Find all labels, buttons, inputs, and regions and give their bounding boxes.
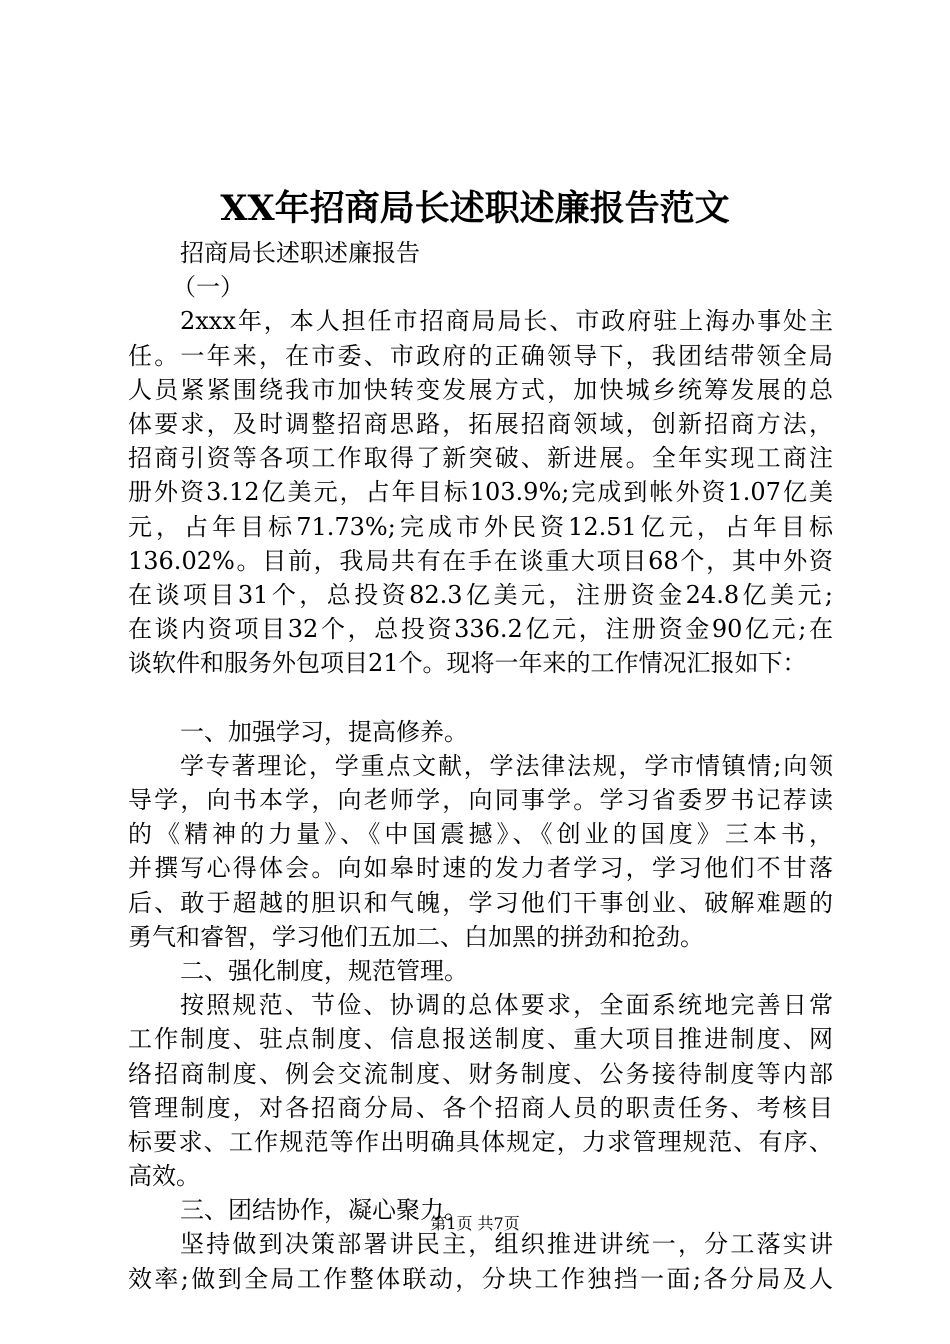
paragraph-line: 在谈项目31个，总投资82.3亿美元，注册资金24.8亿美元; [128, 580, 833, 609]
paragraph-line: 高效。 [128, 1162, 200, 1191]
subtitle-line: 招商局长述职述廉报告 [180, 239, 420, 267]
section-heading: 一、加强学习，提高修养。 [180, 717, 468, 746]
paragraph-line: 标要求、工作规范等作出明确具体规定，力求管理规范、有序、 [128, 1127, 833, 1156]
paragraph-line: 招商引资等各项工作取得了新突破、新进展。全年实现工商注 [128, 444, 833, 473]
paragraph-line: 2xxx年，本人担任市招商局局长、市政府驻上海办事处主 [180, 307, 833, 336]
paragraph-line: 人员紧紧围绕我市加快转变发展方式，加快城乡统筹发展的总 [128, 375, 833, 404]
paragraph-line: 元，占年目标71.73%;完成市外民资12.51亿元，占年目标 [128, 512, 833, 541]
page-title: XX年招商局长述职述廉报告范文 [220, 188, 730, 229]
paragraph-line: 体要求，及时调整招商思路，拓展招商领域，创新招商方法， [128, 409, 833, 438]
paragraph-spacer [128, 680, 833, 714]
paragraph-line: 后、敢于超越的胆识和气魄，学习他们干事创业、破解难题的 [128, 888, 833, 917]
paragraph-line: 学专著理论，学重点文献，学法律法规，学市情镇情;向领 [180, 751, 833, 780]
page-footer: 第1页 共7页 [430, 1214, 520, 1233]
paragraph-line: 导学，向书本学，向老师学，向同事学。学习省委罗书记荐读 [128, 786, 833, 814]
section-heading: 三、团结协作，凝心聚力。 [180, 1196, 468, 1225]
section-heading: 二、强化制度，规范管理。 [180, 956, 468, 985]
paragraph-line: 在谈内资项目32个，总投资336.2亿元，注册资金90亿元;在 [128, 615, 833, 644]
paragraph-line: 册外资3.12亿美元，占年目标103.9%;完成到帐外资1.07亿美 [128, 478, 833, 507]
paragraph-line: 并撰写心得体会。向如皋时速的发力者学习，学习他们不甘落 [128, 854, 833, 883]
section-number-line: （一） [172, 273, 244, 302]
paragraph-line: 136.02%。目前，我局共有在手在谈重大项目68个，其中外资 [128, 546, 833, 575]
paragraph-line: 任。一年来，在市委、市政府的正确领导下，我团结带领全局 [128, 341, 833, 370]
paragraph-line: 的《精神的力量》、《中国震撼》、《创业的国度》三本书， [128, 820, 833, 849]
paragraph-line: 管理制度，对各招商分局、各个招商人员的职责任务、考核目 [128, 1093, 833, 1122]
paragraph-line: 按照规范、节俭、协调的总体要求，全面系统地完善日常 [180, 991, 833, 1020]
document-body [128, 236, 833, 1296]
paragraph-line: 络招商制度、例会交流制度、财务制度、公务接待制度等内部 [128, 1059, 833, 1088]
paragraph-line: 勇气和睿智，学习他们五加二、白加黑的拼劲和抢劲。 [128, 922, 704, 951]
paragraph-line: 谈软件和服务外包项目21个。现将一年来的工作情况汇报如下： [128, 649, 807, 678]
paragraph-line: 坚持做到决策部署讲民主，组织推进讲统一，分工落实讲 [180, 1230, 833, 1259]
paragraph-line: 效率;做到全局工作整体联动，分块工作独挡一面;各分局及人 [128, 1264, 833, 1293]
paragraph-line: 工作制度、驻点制度、信息报送制度、重大项目推进制度、网 [128, 1025, 833, 1054]
